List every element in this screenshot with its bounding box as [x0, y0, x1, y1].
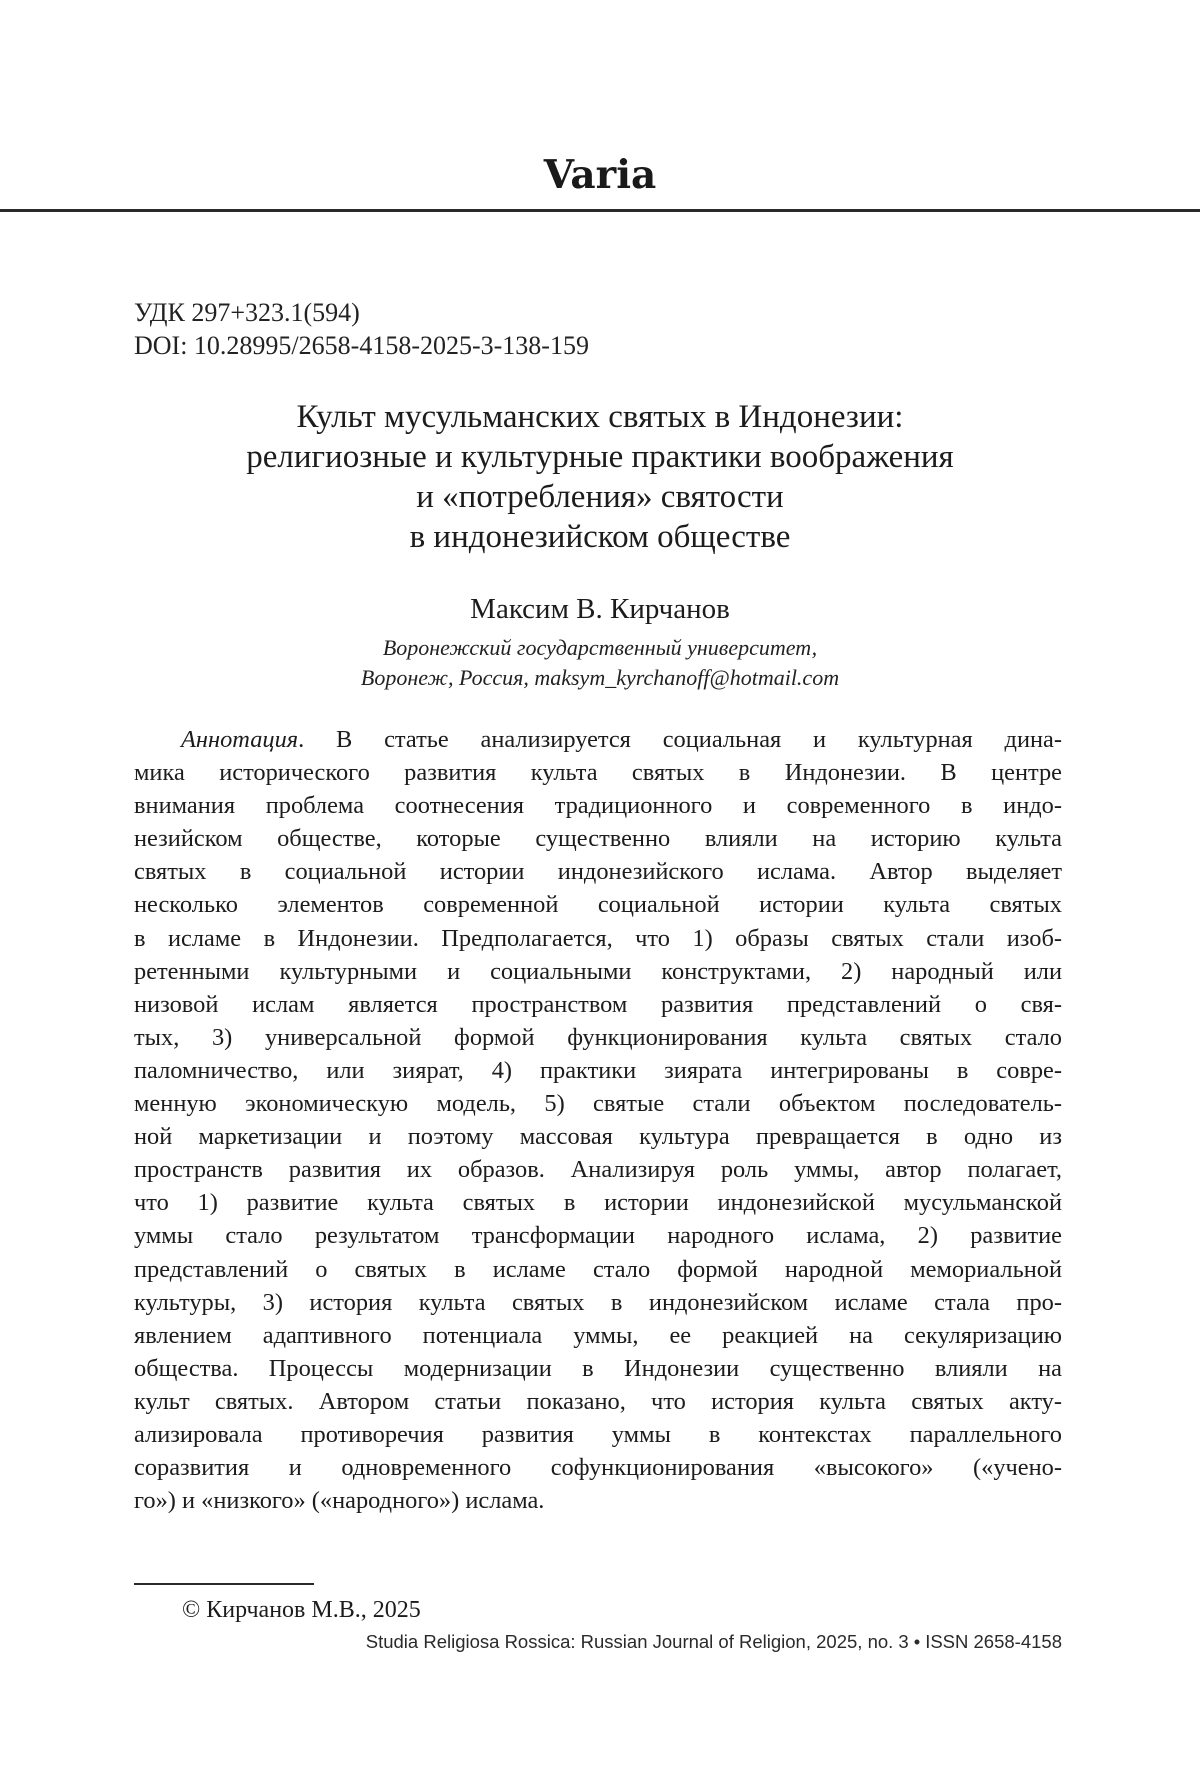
abstract-line: менную экономическую модель, 5) святые стали объектом последователь-	[134, 1090, 1062, 1118]
abstract-line: культ святых. Автором статьи показано, что история культа святых акту-	[134, 1387, 1062, 1415]
section-title: Varia	[543, 152, 657, 198]
running-footer	[366, 1629, 1062, 1655]
abstract-line: внимания проблема соотнесения традиционного и современного в индо-	[134, 792, 1062, 820]
abstract-line: уммы стало результатом трансформации народного ислама, 2) развитие	[134, 1222, 1062, 1250]
abstract-line: что 1) развитие культа святых в истории индонезийской мусульманской	[134, 1189, 1062, 1217]
abstract	[134, 723, 1062, 1517]
doi[interactable]: DOI: 10.28995/2658-4158-2025-3-138-159	[134, 331, 589, 360]
abstract-line: паломничество, или зиярат, 4) практики зиярата интегрированы в совре-	[134, 1056, 1062, 1084]
abstract-line	[134, 723, 1062, 756]
footnote-rule	[134, 1583, 314, 1585]
abstract-line: тых, 3) универсальной формой функционирования культа святых стало	[134, 1023, 1062, 1051]
author-name: Максим В. Кирчанов	[470, 593, 730, 625]
abstract-first-line-text: . В статье анализируется социальная и культурная дина-	[298, 726, 1062, 753]
article-title	[100, 397, 1100, 557]
abstract-line: низовой ислам является пространством развития представлений о свя-	[134, 990, 1062, 1018]
affiliation-line: Воронежский государственный университет,	[382, 635, 818, 660]
abstract-line: незийском обществе, которые существенно влияли на историю культа	[134, 825, 1062, 853]
article-meta	[134, 296, 589, 362]
author-affiliation	[0, 633, 1200, 693]
article-title-line: Культ мусульманских святых в Индонезии:	[296, 399, 904, 435]
issn: ISSN 2658-4158	[925, 1631, 1062, 1652]
abstract-line: ализировала противоречия развития уммы в контекстах параллельного	[134, 1420, 1062, 1448]
abstract-line: мика исторического развития культа святых в Индонезии. В центре	[134, 759, 1062, 787]
abstract-line: в исламе в Индонезии. Предполагается, что 1) образы святых стали изоб-	[134, 924, 1062, 952]
article-title-line: и «потребления» святости	[416, 479, 784, 515]
abstract-line: культуры, 3) история культа святых в индонезийском исламе стала про-	[134, 1288, 1062, 1316]
abstract-line: соразвития и одновременного софункционирования «высокого» («учено-	[134, 1454, 1062, 1482]
article-title-line: религиозные и культурные практики воображения	[246, 439, 954, 475]
abstract-line: представлений о святых в исламе стало формой народной мемориальной	[134, 1255, 1062, 1283]
abstract-line: явлением адаптивного потенциала уммы, ее реакцией на секуляризацию	[134, 1321, 1062, 1349]
abstract-line: го») и «низкого» («народного») ислама.	[134, 1487, 545, 1515]
journal-citation: Studia Religiosa Rossica: Russian Journal of Religion, 2025, no. 3	[365, 1631, 909, 1652]
header-rule	[0, 209, 1200, 212]
abstract-line: ретенными культурными и социальными конструктами, 2) народный или	[134, 957, 1062, 985]
copyright-note: © Кирчанов М.В., 2025	[182, 1597, 421, 1623]
abstract-line: общества. Процессы модернизации в Индонезии существенно влияли на	[134, 1354, 1062, 1382]
abstract-line: пространств развития их образов. Анализируя роль уммы, автор полагает,	[134, 1156, 1062, 1184]
udc-code: УДК 297+323.1(594)	[134, 298, 360, 327]
article-title-line: в индонезийском обществе	[409, 519, 791, 555]
bullet-separator: •	[913, 1631, 921, 1652]
abstract-line: святых в социальной истории индонезийского ислама. Автор выделяет	[134, 858, 1062, 886]
affiliation-line-email[interactable]: Воронеж, Россия, maksym_kyrchanoff@hotmail.com	[360, 665, 840, 690]
abstract-line: ной маркетизации и поэтому массовая культура превращается в одно из	[134, 1123, 1062, 1151]
abstract-label: Аннотация	[181, 726, 299, 753]
abstract-line: несколько элементов современной социальной истории культа святых	[134, 891, 1062, 919]
